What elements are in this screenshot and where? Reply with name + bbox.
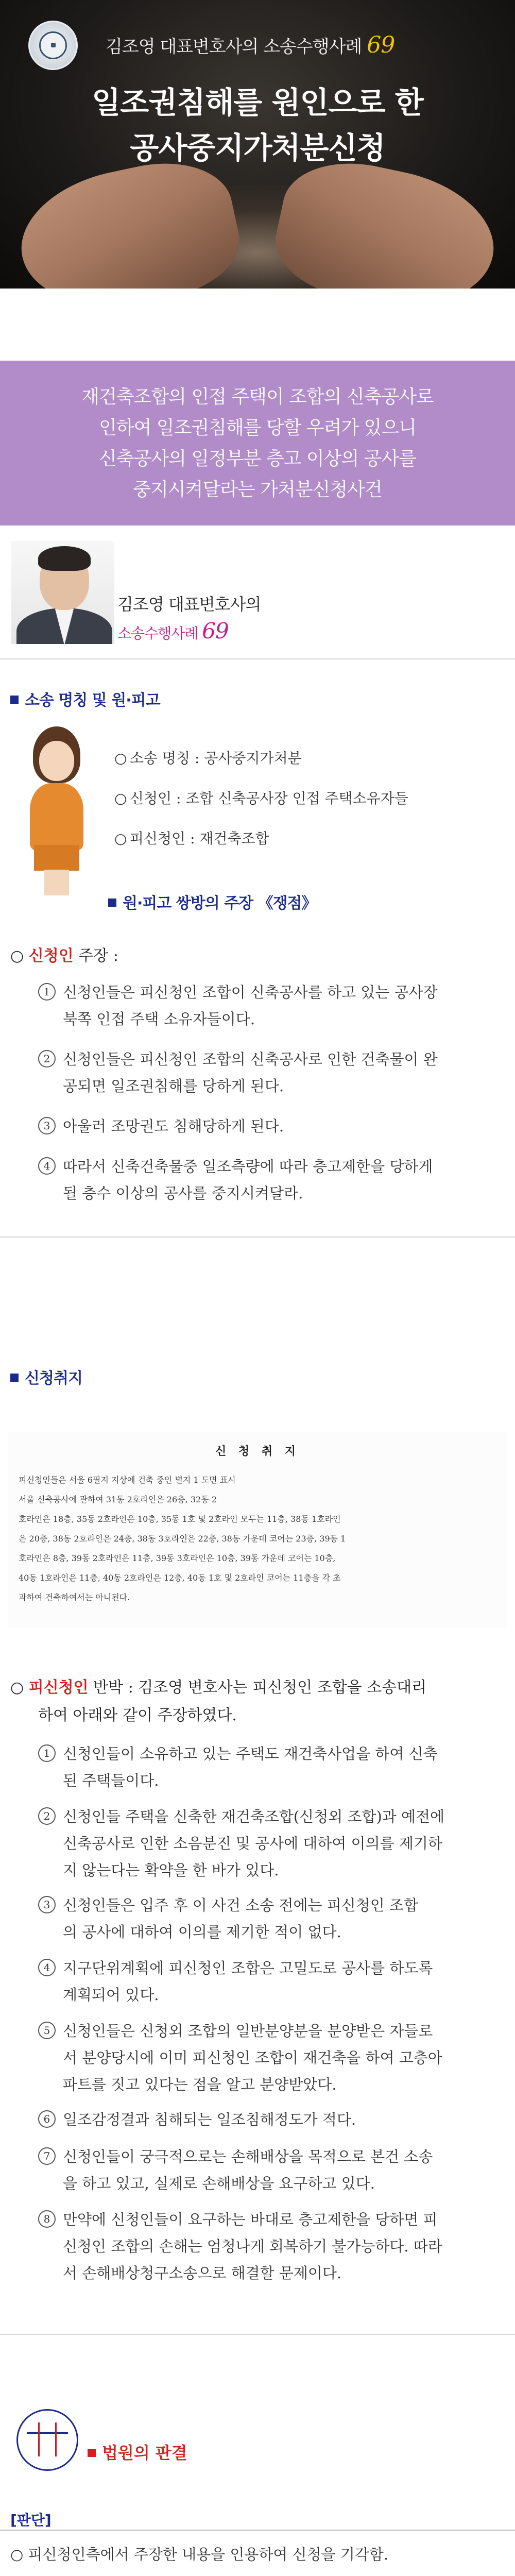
case-summary-band xyxy=(0,361,515,526)
scan-line: 호라인은 8층, 39동 2호라인은 11층, 39동 3호라인은 10층, 39동 가운데 코어는 10층, xyxy=(19,1553,336,1563)
section-title-dispute-text: 원·피고 쌍방의 주장 《쟁점》 xyxy=(123,894,317,912)
scan-line: 40동 1호라인은 11층, 40동 2호라인은 12층, 40동 1호 및 2호라인 코어는 11층을 각 초 xyxy=(19,1573,341,1583)
item-number: 5 xyxy=(38,2022,56,2039)
woman-legs xyxy=(44,870,69,895)
cartoon-woman-illustration xyxy=(19,726,96,896)
woman-skirt xyxy=(34,845,79,871)
item-line: 을 하고 있고, 실제로 손해배상을 요구하고 있다. xyxy=(63,2175,375,2192)
item-number: 1 xyxy=(38,1744,56,1762)
item-line: 된 주택들이다. xyxy=(63,1772,159,1789)
scan-line: 은 20층, 38동 2호라인은 24층, 38동 3호라인은 22층, 38동 가운데 코어는 23층, 39동 1 xyxy=(19,1534,346,1544)
item-line: 신청인 조합의 손해는 엄청나게 회복하기 불가능하다. 따라 xyxy=(63,2238,442,2255)
item-line: 지 않는다는 확약을 한 바가 있다. xyxy=(63,1861,279,1879)
item-number: 8 xyxy=(38,2210,56,2228)
respondent-item xyxy=(38,2018,502,2098)
applicant-prefix: ○ xyxy=(10,947,24,965)
respondent-role: 피신청인 xyxy=(28,1679,89,1697)
lawyer-photo xyxy=(11,541,114,644)
item-number: 7 xyxy=(38,2147,56,2165)
respondent-item xyxy=(38,1892,502,1945)
item-line: 신청인들은 입주 후 이 사건 소송 전에는 피신청인 조합 xyxy=(63,1896,419,1914)
circle-bullet: ○ xyxy=(114,830,127,847)
lawyer-case-number: 69 xyxy=(202,618,229,643)
summary-line-2: 인하여 일조권침해를 당할 우려가 있으니 xyxy=(99,417,416,438)
respondent-item xyxy=(38,2106,502,2133)
summary-line-3: 신축공사의 일정부분 층고 이상의 공사를 xyxy=(99,448,416,469)
applicant-role: 신청인 xyxy=(28,947,74,965)
hero-right-hand-image xyxy=(267,149,506,289)
circle-bullet: ○ xyxy=(114,750,127,767)
item-line: 신청인들이 궁극적으로는 손해배상을 목적으로 본건 소송 xyxy=(63,2148,433,2165)
item-number: 4 xyxy=(38,1157,56,1175)
seal-inner-ring xyxy=(39,31,67,59)
party-text: 소송 명칭 : 공사중지가처분 xyxy=(130,750,302,767)
item-line: 서 분양당시에 이미 피신청인 조합이 재건축을 하여 고층아 xyxy=(63,2049,442,2066)
item-line: 북쪽 인접 주택 소유자들이다. xyxy=(63,1010,255,1028)
item-line: 신청인들은 피신청인 조합이 신축공사를 하고 있는 공사장 xyxy=(63,984,438,1001)
applicant-claim-heading xyxy=(10,943,118,965)
applicant-claim-item xyxy=(38,1113,502,1140)
hero-title-line1: 일조권침해를 원인으로 한 xyxy=(92,85,423,120)
party-text: 신청인 : 조합 신축공사장 인접 주택소유자들 xyxy=(130,790,408,807)
respondent-item xyxy=(38,1955,502,2008)
item-line: 신청인들은 신청외 조합의 일반분양분을 분양받은 자들로 xyxy=(63,2022,433,2040)
item-number: 2 xyxy=(38,1050,56,1067)
item-number: 4 xyxy=(38,1959,56,1976)
supreme-court-logo-icon xyxy=(11,2409,83,2476)
applicant-claim-item xyxy=(38,979,502,1032)
party-text: 피신청인 : 재건축조합 xyxy=(130,830,269,847)
item-number: 2 xyxy=(38,1807,56,1825)
divider xyxy=(0,658,515,659)
decision-text: ○ 피신청인측에서 주장한 내용을 인용하여 신청을 기각함. xyxy=(10,2546,389,2563)
applicant-claim-item xyxy=(38,1046,502,1099)
woman-body xyxy=(30,783,83,850)
applicant-claim-item xyxy=(38,1153,502,1207)
scan-line: 호라인은 18층, 35동 2호라인은 10층, 35동 1호 및 2호라인 모두는 11층, 38동 1호라인 xyxy=(19,1514,341,1524)
square-bullet-icon xyxy=(10,696,19,704)
item-line: 일조감정결과 침해되는 일조침해정도가 적다. xyxy=(63,2111,356,2128)
section-title-purpose xyxy=(10,1365,82,1388)
item-line: 신청인들 주택을 신축한 재건축조합(신청외 조합)과 예전에 xyxy=(63,1808,445,1825)
item-line: 만약에 신청인들이 요구하는 바대로 층고제한을 당하면 피 xyxy=(63,2211,438,2228)
hero-title-line2: 공사중지가처분신청 xyxy=(130,130,385,165)
law-firm-seal-icon xyxy=(28,21,78,70)
scan-line: 서울 신축공사에 관하여 31동 2호라인은 26층, 32동 2 xyxy=(19,1495,217,1504)
respondent-prefix: ○ xyxy=(10,1679,24,1697)
item-line: 신축공사로 인한 소음분진 및 공사에 대하여 이의를 제기하 xyxy=(63,1835,442,1852)
item-number: 6 xyxy=(38,2110,56,2128)
applicant-suffix: 주장 : xyxy=(78,947,118,965)
lawyer-case-label xyxy=(117,618,229,643)
section-title-court-text: 법원의 판결 xyxy=(102,2443,187,2463)
lawyer-case-text: 소송수행사례 xyxy=(117,625,198,642)
section-title-purpose-text: 신청취지 xyxy=(25,1369,82,1387)
label-underline xyxy=(0,2530,515,2531)
hero-case-number: 69 xyxy=(367,32,395,58)
respondent-item xyxy=(38,2206,502,2286)
woman-face xyxy=(39,741,74,781)
item-line: 신청인들은 피신청인 조합의 신축공사로 인한 건축물이 완 xyxy=(63,1050,438,1068)
section-title-dispute xyxy=(108,890,317,913)
respondent-heading-cont: 하여 아래와 같이 주장하였다. xyxy=(38,1706,237,1724)
item-line: 지구단위계획에 피신청인 조합은 고밀도로 공사를 하도록 xyxy=(63,1959,433,1977)
respondent-rebuttal-heading xyxy=(10,1674,426,1697)
item-line: 신청인들이 소유하고 있는 주택도 재건축사업을 하여 신축 xyxy=(63,1745,438,1762)
item-line: 서 손해배상청구소송으로 해결할 문제이다. xyxy=(63,2264,342,2282)
logo-scale-icon xyxy=(38,2422,57,2456)
hero-subtitle xyxy=(106,32,394,58)
square-bullet-icon xyxy=(10,1374,19,1382)
section-title-parties-text: 소송 명칭 및 원·피고 xyxy=(25,691,160,709)
respondent-suffix: 반박 : 김조영 변호사는 피신청인 조합을 소송대리 xyxy=(93,1679,427,1697)
section-title-parties xyxy=(10,687,160,710)
party-item xyxy=(114,787,408,808)
lawyer-name: 김조영 대표변호사의 xyxy=(117,595,261,614)
scan-line: 피신청인들은 서울 6필지 지상에 건축 중인 별지 1 도면 표시 xyxy=(19,1475,236,1485)
lawyer-hair xyxy=(38,546,91,571)
scan-line: 과하여 건축하여서는 아니된다. xyxy=(19,1592,130,1602)
respondent-item xyxy=(38,1740,502,1794)
item-line: 아울러 조망권도 침해당하게 된다. xyxy=(63,1117,284,1135)
divider xyxy=(0,1236,515,1238)
hero-banner xyxy=(0,0,515,289)
hero-left-hand-image xyxy=(9,149,249,289)
item-number: 3 xyxy=(38,1117,56,1134)
item-line: 공되면 일조권침해를 당하게 된다. xyxy=(63,1077,284,1095)
hero-subtitle-text: 김조영 대표변호사의 소송수행사례 xyxy=(106,37,362,57)
summary-line-4: 중지시켜달라는 가처분신청사건 xyxy=(133,479,382,500)
square-bullet-icon xyxy=(108,899,116,907)
item-line: 될 층수 이상의 공사를 중지시켜달라. xyxy=(63,1184,303,1202)
summary-line-1: 재건축조합의 인접 주택이 조합의 신축공사로 xyxy=(81,386,434,408)
item-line: 따라서 신축건축물중 일조측량에 따라 층고제한을 당하게 xyxy=(63,1158,433,1175)
respondent-item xyxy=(38,1803,502,1884)
scan-heading: 신 청 취 지 xyxy=(215,1445,300,1458)
item-number: 3 xyxy=(38,1896,56,1913)
item-line: 의 공사에 대하여 이의를 제기한 적이 없다. xyxy=(63,1923,341,1941)
item-number: 1 xyxy=(38,983,56,1001)
item-line: 계획되어 있다. xyxy=(63,1986,159,2004)
scanned-application-purpose xyxy=(8,1432,507,1628)
square-bullet-icon xyxy=(88,2449,96,2457)
party-item xyxy=(114,827,269,848)
item-line: 파트를 짓고 있다는 점을 알고 분양받았다. xyxy=(63,2076,337,2093)
section-title-court xyxy=(88,2440,187,2464)
respondent-item xyxy=(38,2143,502,2197)
circle-bullet: ○ xyxy=(114,790,127,807)
decision-label: [판단] xyxy=(10,2512,52,2529)
seal-emblem xyxy=(51,43,56,47)
party-item xyxy=(114,747,302,768)
divider xyxy=(0,2334,515,2335)
